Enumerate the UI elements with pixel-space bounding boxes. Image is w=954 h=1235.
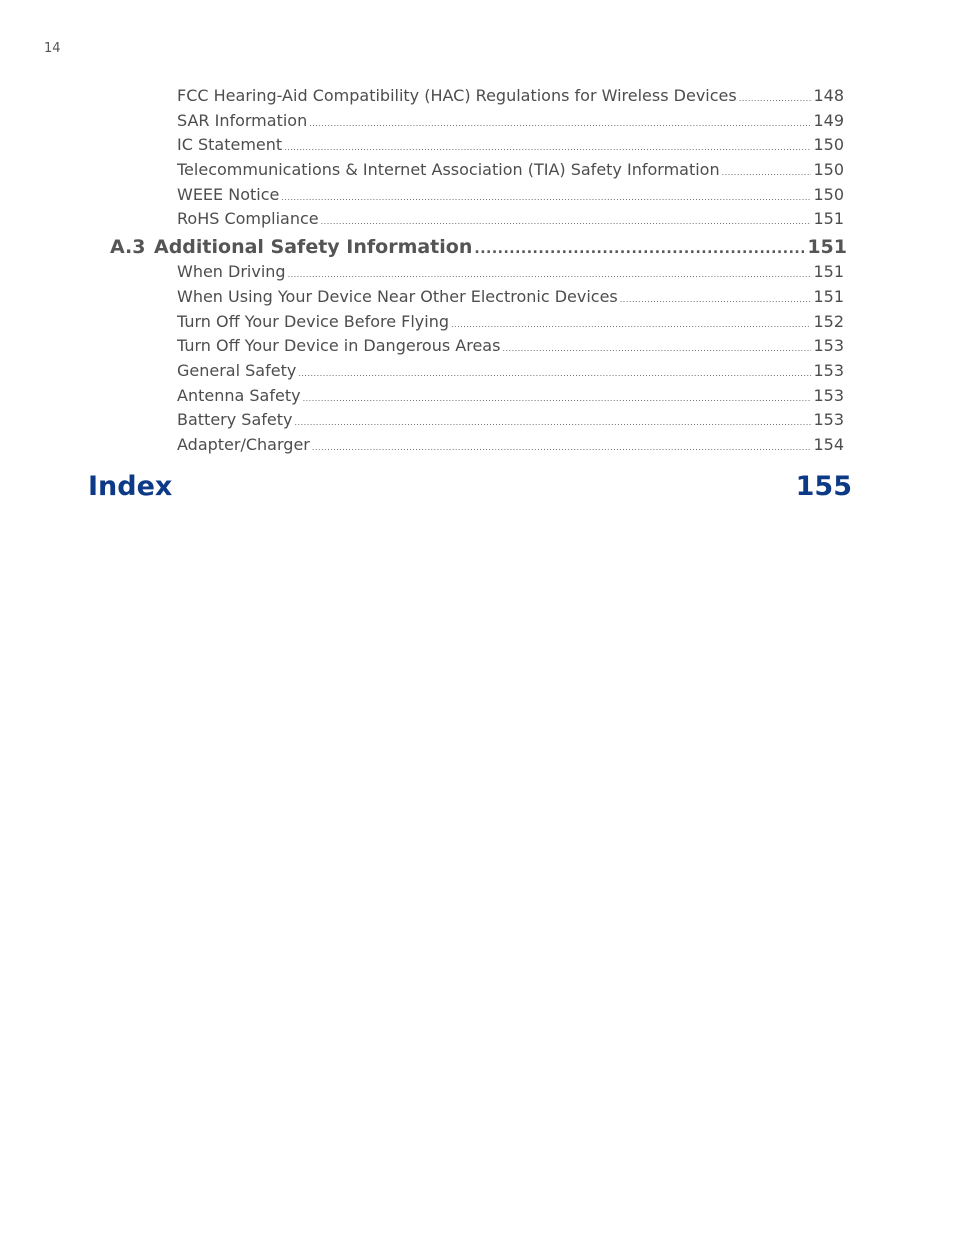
toc-entry-title: When Driving <box>177 262 286 281</box>
toc-entry[interactable] <box>177 185 844 208</box>
dot-leader <box>321 212 812 232</box>
toc-entry-title: Adapter/Charger <box>177 435 310 454</box>
toc-entry-page: 150 <box>813 160 844 179</box>
dot-leader <box>288 265 812 285</box>
toc-entry-title: Antenna Safety <box>177 386 301 405</box>
toc-entry[interactable] <box>177 111 844 134</box>
toc-chapter-heading[interactable] <box>88 470 852 504</box>
dot-leader <box>284 138 811 158</box>
toc-entry-page: 153 <box>813 410 844 429</box>
toc-entry-title: RoHS Compliance <box>177 209 319 228</box>
toc-entry[interactable] <box>177 361 844 384</box>
toc-entry[interactable] <box>177 86 844 109</box>
toc-entry[interactable] <box>177 287 844 310</box>
toc-entry-title: SAR Information <box>177 111 308 130</box>
toc-entry[interactable] <box>177 160 844 183</box>
page-number: 14 <box>44 41 61 56</box>
toc-entry-page: 153 <box>813 361 844 380</box>
dot-leader <box>620 290 812 310</box>
toc-entry[interactable] <box>177 410 844 433</box>
toc-entry-title: Turn Off Your Device Before Flying <box>177 312 450 331</box>
section-title: Additional Safety Information <box>154 236 473 258</box>
section-page: 151 <box>807 236 847 258</box>
toc-entry-title: FCC Hearing-Aid Compatibility (HAC) Regulations for Wireless Devices <box>177 86 737 105</box>
chapter-page: 155 <box>795 471 852 502</box>
toc-section-heading[interactable] <box>110 235 847 261</box>
toc-entry-title: When Using Your Device Near Other Electronic Devices <box>177 287 618 306</box>
dot-leader <box>298 364 811 384</box>
toc-entry-page: 149 <box>813 111 844 130</box>
toc-entry[interactable] <box>177 336 844 359</box>
toc-entry[interactable] <box>177 312 844 335</box>
toc-entry-title: Turn Off Your Device in Dangerous Areas <box>177 336 501 355</box>
dot-leader <box>502 339 811 359</box>
toc-entry-title: Telecommunications & Internet Association (TIA) Safety Information <box>177 160 720 179</box>
toc-entry-page: 148 <box>813 86 844 105</box>
toc-entry[interactable] <box>177 262 844 285</box>
chapter-title: Index <box>88 471 173 502</box>
toc-entry-page: 153 <box>813 386 844 405</box>
toc-entry-page: 153 <box>813 336 844 355</box>
dot-leader <box>309 114 811 134</box>
section-number: A.3 <box>110 236 146 258</box>
toc-entry-page: 154 <box>813 435 844 454</box>
toc-entry-title: General Safety <box>177 361 297 380</box>
toc-entry-page: 151 <box>813 287 844 306</box>
dot-leader <box>312 438 812 458</box>
toc-entry-title: WEEE Notice <box>177 185 280 204</box>
toc-entry[interactable] <box>177 386 844 409</box>
toc-entry-title: IC Statement <box>177 135 283 154</box>
toc-entry-page: 152 <box>813 312 844 331</box>
toc-entry-page: 151 <box>813 209 844 228</box>
toc-entry-page: 151 <box>813 262 844 281</box>
dot-leader <box>739 89 812 109</box>
toc-entry-page: 150 <box>813 185 844 204</box>
toc-entry-title: Battery Safety <box>177 410 293 429</box>
dot-leader <box>281 188 811 208</box>
dot-leader <box>303 389 812 409</box>
dot-leader <box>722 163 812 183</box>
toc-entry[interactable] <box>177 135 844 158</box>
toc-entry[interactable] <box>177 435 844 458</box>
dot-leader <box>294 413 811 433</box>
dot-leader <box>451 315 811 335</box>
dot-leader <box>474 237 804 261</box>
toc-entry-page: 150 <box>813 135 844 154</box>
toc-entry[interactable] <box>177 209 844 232</box>
